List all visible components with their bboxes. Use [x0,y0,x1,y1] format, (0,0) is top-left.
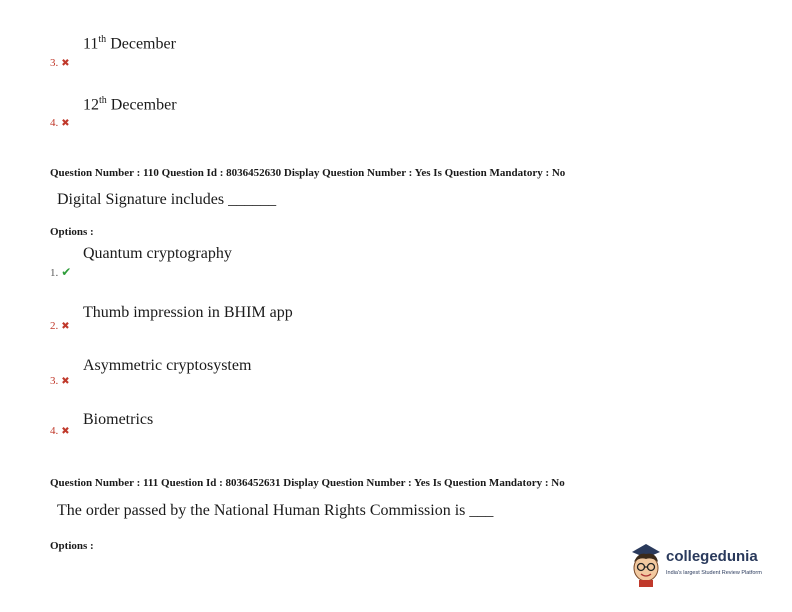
question-110-meta: Question Number : 110 Question Id : 8036452630 Display Question Number : Yes Is Question Mandatory : No [50,167,566,179]
q110-option-3-text: Asymmetric cryptosystem [83,357,252,374]
q110-option-1-text: Quantum cryptography [83,245,232,262]
wrong-icon: ✖ [61,376,70,387]
correct-check-icon: ✔ [61,265,72,279]
prev-option-3-number: 3. ✖ [50,57,70,69]
collegedunia-logo [628,540,778,590]
q110-option-4-number: 4. ✖ [50,425,70,437]
logo-tagline: India's largest Student Review Platform [666,570,762,576]
question-111-options-label: Options : [50,540,94,552]
logo-name: collegedunia [666,548,758,565]
prev-option-4-text: 12th December [83,95,177,114]
question-111-text: The order passed by the National Human Rights Commission is ___ [57,502,494,519]
q110-option-4-text: Biometrics [83,411,154,428]
prev-option-4-number: 4. ✖ [50,117,70,129]
question-110-text: Digital Signature includes ______ [57,191,277,208]
wrong-icon: ✖ [61,321,70,332]
q110-option-1-number: 1. ✔ [50,265,72,279]
question-111-meta: Question Number : 111 Question Id : 8036452631 Display Question Number : Yes Is Question Mandatory : No [50,477,565,489]
wrong-icon: ✖ [61,118,70,129]
q110-option-2-text: Thumb impression in BHIM app [83,304,293,321]
prev-option-3-text: 11th December [83,34,176,53]
mascot-icon [628,542,664,588]
wrong-icon: ✖ [61,58,70,69]
q110-option-3-number: 3. ✖ [50,375,70,387]
question-110-options-label: Options : [50,226,94,238]
wrong-icon: ✖ [61,426,70,437]
q110-option-2-number: 2. ✖ [50,320,70,332]
